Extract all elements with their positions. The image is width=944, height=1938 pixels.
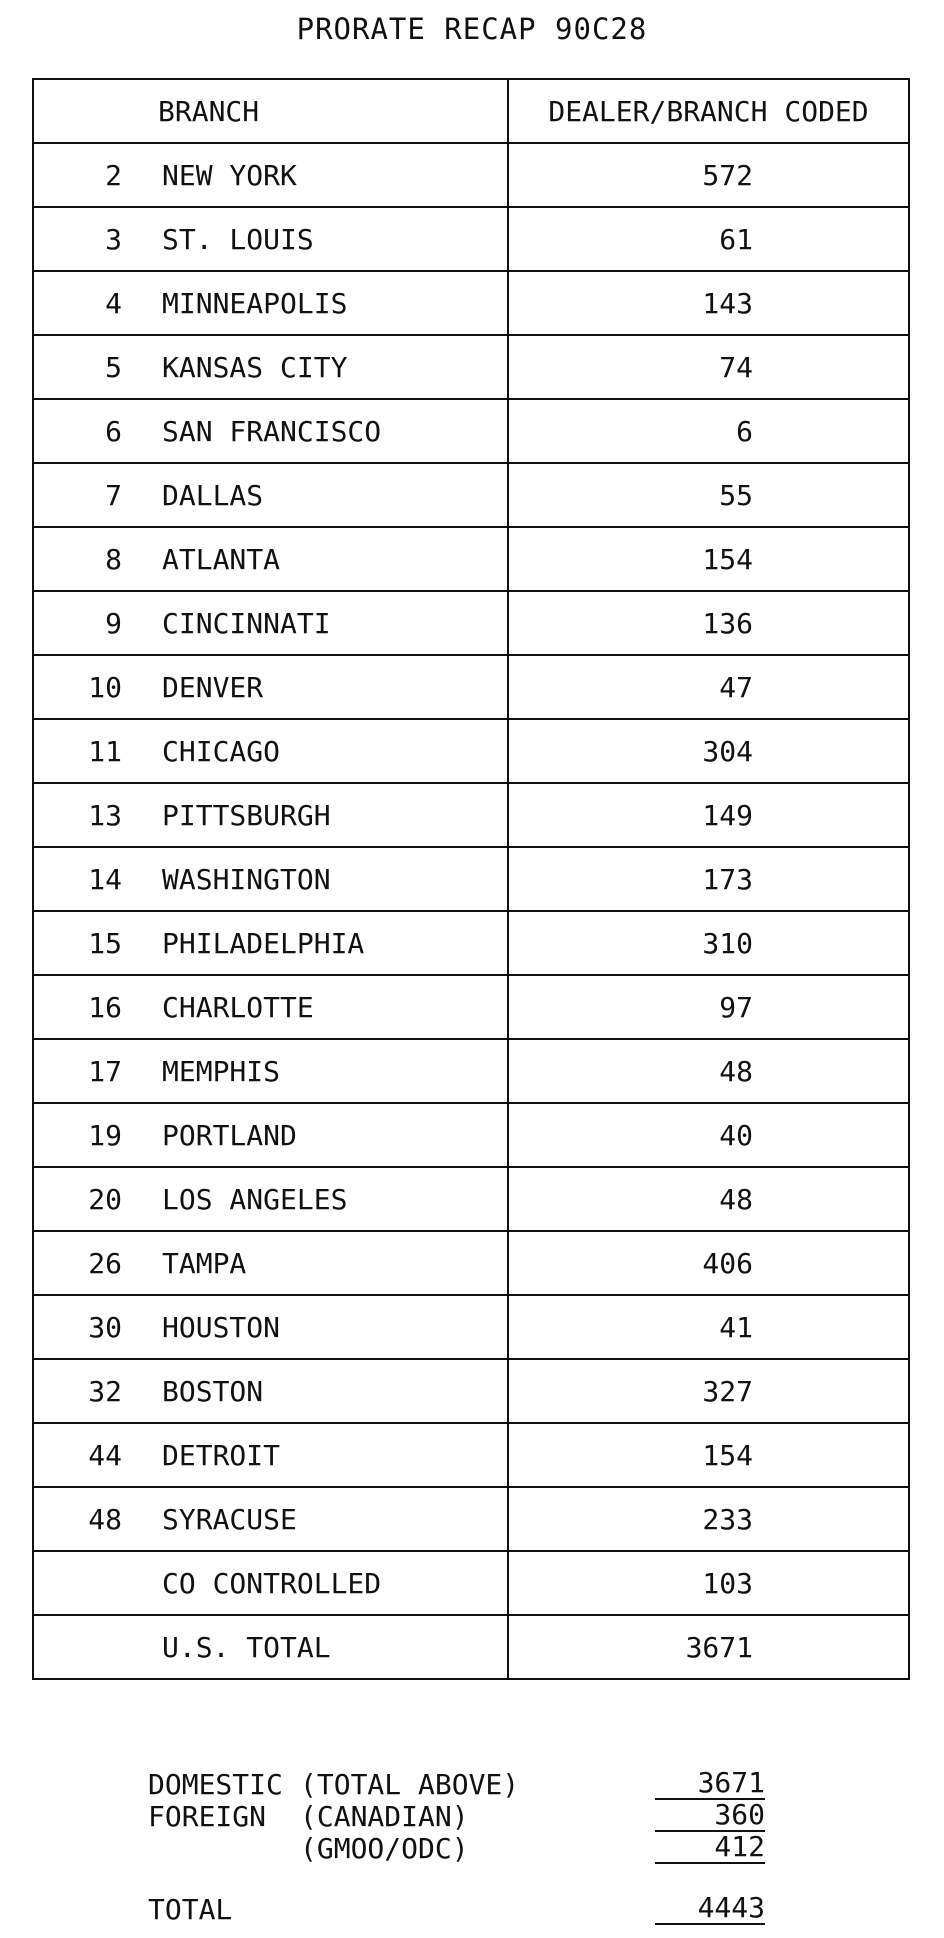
branch-cell [33, 463, 508, 527]
branch-number: 2 [105, 158, 122, 192]
branch-name: DETROIT [162, 1438, 281, 1472]
branch-number: 11 [88, 734, 122, 768]
branch-cell [33, 975, 508, 1039]
table-row [33, 1615, 909, 1679]
table-row [33, 1423, 909, 1487]
branch-number: 20 [88, 1182, 122, 1216]
coded-value: 48 [508, 1039, 909, 1103]
branch-number: 15 [88, 926, 122, 960]
gmoo-value: 412 [655, 1832, 765, 1864]
branch-name: BOSTON [162, 1374, 264, 1408]
branch-name: CO CONTROLLED [162, 1566, 382, 1600]
branch-cell [33, 1359, 508, 1423]
coded-value: 173 [508, 847, 909, 911]
canadian-note: (CANADIAN) [300, 1800, 469, 1833]
gmoo-note: (GMOO/ODC) [300, 1832, 469, 1865]
table-row [33, 911, 909, 975]
branch-name: SYRACUSE [162, 1502, 297, 1536]
coded-value: 6 [508, 399, 909, 463]
table-row [33, 1231, 909, 1295]
coded-value: 61 [508, 207, 909, 271]
branch-cell [33, 271, 508, 335]
table-row [33, 1039, 909, 1103]
table-row [33, 143, 909, 207]
prorate-recap-table [32, 78, 910, 1680]
branch-number: 44 [88, 1438, 122, 1472]
page-title: PRORATE RECAP 90C28 [296, 12, 648, 46]
branch-cell [33, 719, 508, 783]
branch-number: 16 [88, 990, 122, 1024]
branch-name: HOUSTON [162, 1310, 281, 1344]
branch-cell [33, 591, 508, 655]
table-row [33, 591, 909, 655]
total-value: 4443 [655, 1893, 765, 1925]
coded-value: 154 [508, 1423, 909, 1487]
branch-cell [33, 1295, 508, 1359]
table-row [33, 1359, 909, 1423]
branch-cell [33, 911, 508, 975]
table-row [33, 975, 909, 1039]
coded-value: 103 [508, 1551, 909, 1615]
table-body [33, 143, 909, 1679]
branch-number: 6 [105, 414, 122, 448]
branch-number: 7 [105, 478, 122, 512]
coded-value: 154 [508, 527, 909, 591]
branch-cell [33, 527, 508, 591]
branch-name: DENVER [162, 670, 264, 704]
branch-number: 19 [88, 1118, 122, 1152]
table-row [33, 335, 909, 399]
coded-value: 97 [508, 975, 909, 1039]
table-row [33, 847, 909, 911]
canadian-value: 360 [655, 1800, 765, 1832]
table-row [33, 527, 909, 591]
coded-value: 136 [508, 591, 909, 655]
coded-value: 48 [508, 1167, 909, 1231]
domestic-value: 3671 [655, 1768, 765, 1800]
table-row [33, 271, 909, 335]
table-header-row [33, 79, 909, 143]
branch-cell [33, 1103, 508, 1167]
branch-number: 17 [88, 1054, 122, 1088]
branch-name: NEW YORK [162, 158, 297, 192]
coded-value: 304 [508, 719, 909, 783]
branch-number: 4 [105, 286, 122, 320]
branch-cell [33, 1039, 508, 1103]
branch-name: PHILADELPHIA [162, 926, 365, 960]
branch-cell [33, 1423, 508, 1487]
branch-name: CINCINNATI [162, 606, 331, 640]
branch-number: 9 [105, 606, 122, 640]
branch-name: MEMPHIS [162, 1054, 281, 1088]
branch-name: MINNEAPOLIS [162, 286, 348, 320]
branch-name: DALLAS [162, 478, 264, 512]
coded-column-header: DEALER/BRANCH CODED [508, 79, 909, 143]
table-row [33, 655, 909, 719]
branch-cell [33, 399, 508, 463]
coded-value: 406 [508, 1231, 909, 1295]
branch-name: CHICAGO [162, 734, 281, 768]
table-row [33, 463, 909, 527]
branch-name: LOS ANGELES [162, 1182, 348, 1216]
branch-cell [33, 143, 508, 207]
table-row [33, 1103, 909, 1167]
branch-cell [33, 335, 508, 399]
branch-name: U.S. TOTAL [162, 1630, 331, 1664]
domestic-label: DOMESTIC [148, 1768, 283, 1801]
branch-cell [33, 1615, 508, 1679]
branch-name: PITTSBURGH [162, 798, 331, 832]
table-row [33, 1295, 909, 1359]
branch-name: WASHINGTON [162, 862, 331, 896]
table-row [33, 1167, 909, 1231]
branch-number: 48 [88, 1502, 122, 1536]
branch-cell [33, 847, 508, 911]
branch-number: 32 [88, 1374, 122, 1408]
branch-number: 3 [105, 222, 122, 256]
coded-value: 310 [508, 911, 909, 975]
coded-value: 74 [508, 335, 909, 399]
table-row [33, 1487, 909, 1551]
branch-number: 13 [88, 798, 122, 832]
branch-number: 14 [88, 862, 122, 896]
domestic-note: (TOTAL ABOVE) [300, 1768, 520, 1801]
table-row [33, 399, 909, 463]
branch-cell [33, 1551, 508, 1615]
branch-number: 8 [105, 542, 122, 576]
coded-value: 41 [508, 1295, 909, 1359]
coded-value: 3671 [508, 1615, 909, 1679]
table-row [33, 719, 909, 783]
foreign-label: FOREIGN [148, 1800, 267, 1833]
branch-column-header: BRANCH [33, 79, 508, 143]
branch-cell [33, 207, 508, 271]
coded-value: 327 [508, 1359, 909, 1423]
branch-number: 10 [88, 670, 122, 704]
coded-value: 55 [508, 463, 909, 527]
table-row [33, 1551, 909, 1615]
branch-number: 5 [105, 350, 122, 384]
branch-cell [33, 1231, 508, 1295]
coded-value: 40 [508, 1103, 909, 1167]
branch-name: SAN FRANCISCO [162, 414, 382, 448]
table-row [33, 207, 909, 271]
coded-value: 233 [508, 1487, 909, 1551]
branch-cell [33, 1167, 508, 1231]
table-row [33, 783, 909, 847]
branch-name: ST. LOUIS [162, 222, 314, 256]
branch-name: PORTLAND [162, 1118, 297, 1152]
branch-cell [33, 783, 508, 847]
coded-value: 572 [508, 143, 909, 207]
branch-name: CHARLOTTE [162, 990, 314, 1024]
branch-name: TAMPA [162, 1246, 247, 1280]
branch-name: KANSAS CITY [162, 350, 348, 384]
branch-number: 26 [88, 1246, 122, 1280]
coded-value: 149 [508, 783, 909, 847]
branch-cell [33, 655, 508, 719]
total-label: TOTAL [148, 1893, 233, 1926]
coded-value: 47 [508, 655, 909, 719]
branch-number: 30 [88, 1310, 122, 1344]
coded-value: 143 [508, 271, 909, 335]
branch-name: ATLANTA [162, 542, 281, 576]
branch-cell [33, 1487, 508, 1551]
